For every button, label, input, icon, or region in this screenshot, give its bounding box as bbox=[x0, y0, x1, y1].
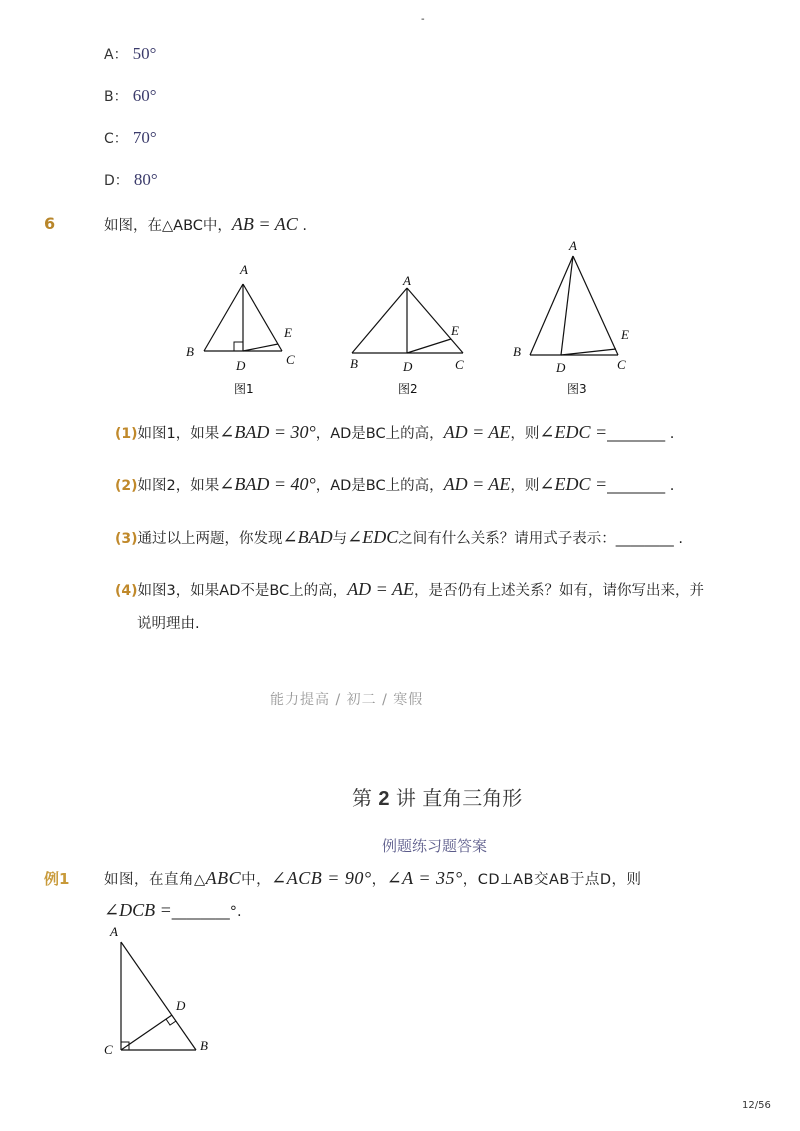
lecture-pre: 第 bbox=[352, 786, 372, 810]
fig2-label-a: A bbox=[403, 273, 411, 288]
sub-question-4-line2: 说明理由. bbox=[137, 616, 200, 632]
answer-blank: ________ bbox=[171, 904, 230, 920]
sub-text: 之间有什么关系？请用式子表示： bbox=[398, 531, 616, 547]
option-c bbox=[104, 128, 157, 148]
sub-end: . bbox=[669, 478, 675, 494]
example-math: ∠A = 35° bbox=[386, 868, 463, 888]
fig1-label-d: D bbox=[236, 358, 246, 373]
fig1-label-c: C bbox=[286, 352, 295, 367]
lecture-name: 讲 直角三角形 bbox=[395, 786, 523, 810]
fig3-caption: 图3 bbox=[567, 382, 587, 396]
sub-math: ∠BAD = 40° bbox=[219, 474, 316, 494]
answer-blank: ________ bbox=[607, 478, 666, 494]
example-math: ∠DCB = bbox=[104, 900, 172, 920]
sub-math: AD = AE bbox=[443, 422, 511, 442]
fig1-label-e: E bbox=[284, 325, 292, 340]
fig2-label-e: E bbox=[451, 323, 459, 338]
answer-blank: ________ bbox=[607, 426, 666, 442]
sub-text: ，则 bbox=[510, 426, 540, 442]
ex-label-a: A bbox=[110, 924, 118, 939]
option-letter: C： bbox=[104, 131, 128, 147]
sub-text: 如图3，如果AD不是BC上的高， bbox=[137, 583, 348, 599]
sub-math: AD = AE bbox=[443, 474, 511, 494]
question-intro bbox=[104, 214, 307, 235]
lecture-number: 2 bbox=[378, 788, 390, 810]
figure-3 bbox=[530, 256, 618, 355]
fig3-label-d: D bbox=[556, 360, 566, 375]
ex-label-b: B bbox=[200, 1038, 208, 1053]
answer-blank: ________ bbox=[615, 531, 674, 547]
example-text: 如图，在直角△ bbox=[104, 872, 206, 888]
example-math: ABC bbox=[205, 868, 242, 888]
option-value: 80° bbox=[133, 170, 158, 189]
sub-text: ，AD是BC上的高， bbox=[315, 426, 444, 442]
sub-number: (3) bbox=[115, 531, 138, 547]
example-text: ， bbox=[371, 872, 387, 888]
option-d bbox=[104, 170, 158, 190]
fig2-caption: 图2 bbox=[398, 382, 418, 396]
option-value: 70° bbox=[132, 128, 157, 147]
fig1-label-b: B bbox=[186, 344, 194, 359]
sub-math: ∠EDC = bbox=[539, 474, 608, 494]
fig3-label-b: B bbox=[513, 344, 521, 359]
sub-text: 与 bbox=[332, 531, 348, 547]
sub-question-3 bbox=[115, 527, 683, 548]
answers-title: 例题练习题答案 bbox=[382, 837, 488, 855]
sub-math: ∠EDC bbox=[347, 527, 399, 547]
option-a bbox=[104, 44, 156, 64]
course-breadcrumb: 能力提高 / 初二 / 寒假 bbox=[270, 692, 424, 708]
option-letter: A： bbox=[104, 47, 128, 63]
ex-label-c: C bbox=[104, 1042, 113, 1057]
fig2-label-d: D bbox=[403, 359, 413, 374]
sub-text: 通过以上两题，你发现 bbox=[137, 531, 283, 547]
example-1-line2 bbox=[104, 900, 242, 921]
fig2-label-c: C bbox=[455, 357, 464, 372]
example-text: 中， bbox=[241, 872, 272, 888]
figure-1 bbox=[204, 284, 282, 351]
sub-number: (2) bbox=[115, 478, 138, 494]
intro-math: AB = AC bbox=[231, 214, 298, 234]
ex-label-d: D bbox=[176, 998, 186, 1013]
example-1-text bbox=[104, 868, 642, 889]
example-label: 例1 bbox=[44, 870, 70, 888]
sub-math: ∠BAD = 30° bbox=[219, 422, 316, 442]
lecture-title bbox=[352, 782, 522, 811]
example-end: °. bbox=[229, 904, 242, 920]
sub-text: ，AD是BC上的高， bbox=[315, 478, 444, 494]
example-text: ，CD⊥AB交AB于点D，则 bbox=[462, 872, 642, 888]
sub-text: ，是否仍有上述关系？如有，请你写出来，并 bbox=[414, 583, 704, 599]
fig1-caption: 图1 bbox=[234, 382, 254, 396]
option-letter: B： bbox=[104, 89, 128, 105]
sub-question-2 bbox=[115, 474, 674, 495]
fig3-label-a: A bbox=[569, 238, 577, 253]
question-number: 6 bbox=[44, 214, 56, 233]
sub-question-1 bbox=[115, 422, 674, 443]
option-letter: D： bbox=[104, 173, 129, 189]
option-value: 60° bbox=[132, 86, 157, 105]
sub-number: (4) bbox=[115, 583, 138, 599]
example-math: ∠ACB = 90° bbox=[271, 868, 372, 888]
figure-2 bbox=[352, 288, 463, 353]
sub-text: 如图2，如果 bbox=[137, 478, 220, 494]
triangle-figures bbox=[170, 238, 650, 398]
option-b bbox=[104, 86, 157, 106]
page-number: 12/56 bbox=[742, 1100, 771, 1111]
sub-end: . bbox=[669, 426, 675, 442]
fig2-label-b: B bbox=[350, 356, 358, 371]
sub-text: 如图1，如果 bbox=[137, 426, 220, 442]
fig3-label-e: E bbox=[621, 327, 629, 342]
fig1-label-a: A bbox=[240, 262, 248, 277]
sub-math: AD = AE bbox=[347, 579, 414, 599]
fig3-label-c: C bbox=[617, 357, 626, 372]
sub-math: ∠BAD bbox=[282, 527, 333, 547]
option-value: 50° bbox=[132, 44, 157, 63]
sub-question-4 bbox=[115, 579, 704, 600]
sub-text: ，则 bbox=[510, 478, 540, 494]
right-triangle-figure bbox=[98, 922, 228, 1062]
header-mark: - bbox=[421, 14, 425, 25]
intro-text: 如图，在△ABC中， bbox=[104, 218, 232, 234]
sub-number: (1) bbox=[115, 426, 138, 442]
intro-end: . bbox=[302, 218, 307, 234]
sub-end: . bbox=[678, 531, 683, 547]
sub-math: ∠EDC = bbox=[539, 422, 608, 442]
